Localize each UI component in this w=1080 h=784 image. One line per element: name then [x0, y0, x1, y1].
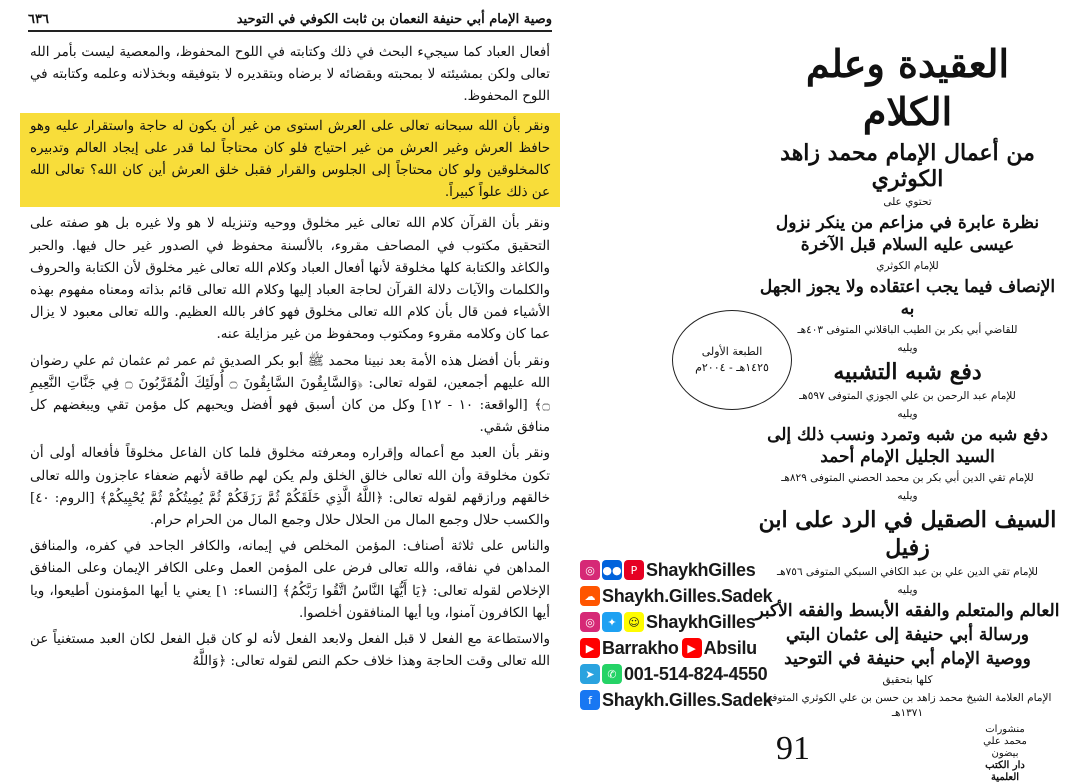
- social-row[interactable]: [580, 610, 770, 634]
- publisher-line: منشورات: [985, 724, 1025, 735]
- book-main-title: العقيدة وعلم الكلام: [805, 41, 1010, 134]
- telegram-icon[interactable]: ➤: [580, 664, 600, 684]
- work-title: نظرة عابرة في مزاعم من ينكر نزول عيسى عليه السلام قبل الآخرة: [775, 213, 1040, 255]
- work-author: للقاضي أبي بكر بن الطيب الباقلاني المتوفى ٤٠٣هـ: [797, 324, 1018, 336]
- pinterest-icon[interactable]: P: [624, 560, 644, 580]
- edition-label: الطبعة الأولى: [701, 345, 763, 358]
- work-intro: كلها بتحقيق: [882, 674, 933, 686]
- social-row[interactable]: [580, 584, 773, 608]
- work-intro: ويليه: [897, 584, 918, 596]
- work-title: العالم والمتعلم والفقه الأبسط والفقه الأكبر: [755, 601, 1060, 621]
- works-list: [755, 195, 1060, 721]
- work-title: الإنصاف فيما يجب اعتقاده ولا يجوز الجهل به: [759, 277, 1056, 319]
- social-row[interactable]: [580, 688, 773, 712]
- soundcloud-icon[interactable]: ☁: [580, 586, 600, 606]
- social-links: [580, 558, 773, 714]
- work-author: للإمام تقي الدين أبي بكر بن محمد الحصني المتوفى ٨٢٩هـ: [781, 472, 1034, 484]
- paragraph: ونقر بأن العبد مع أعماله وإقراره ومعرفته مخلوق فلما كان الفاعل مخلوقاً فأفعاله أولى أن تكون مخلوقة وأن الله تعالى خالق الخلق ولم يكن لهم طاقة لأنهم ضعفاء عاجزون والله تعالى خالقهم ورازقهم لقوله تعالى: ﴿اللَّهُ الَّذِي خَلَقَكُمْ ثُمَّ رَزَقَكُمْ ثُمَّ يُمِيتُكُمْ ثُمَّ يُحْيِيكُمْ﴾ [الروم: ٤٠] والكسب حلال وجمع المال من الحلال حلال وجمع المال من الحرام حرام.: [30, 446, 550, 529]
- edition-circle: [672, 310, 792, 410]
- work-title: ووصية الإمام أبي حنيفة في التوحيد: [784, 649, 1031, 669]
- page-number: 91: [776, 730, 810, 767]
- social-handle[interactable]: Absilu: [703, 637, 757, 658]
- social-row[interactable]: [580, 662, 770, 686]
- paragraph: ونقر بأن القرآن كلام الله تعالى غير مخلوق ووحيه وتنزيله لا هو ولا غيره بل هو صفته على التحقيق مكتوب في المصاحف مقروء، بالألسنة محفوظ في الصدور غير حال فيها. والحبر والكاغد والكتابة كلها مخلوقة لأنها أفعال العباد وكلام الله تعالى غير مخلوق لأن الكتابة والحروف والكلمات والآيات دلالة القرآن لحاجة العباد إليها وكلام الله تعالى قائم بذاته ومعناه مفهوم بهذه الأشياء فمن قال بأن كلام الله تعالى مخلوق فهو كافر بالله العظيم. والله تعالى معبود لا يزال عما كان وكلامه مقروء ومكتوب ومحفوظ من غير مزايلة عنه.: [30, 216, 550, 343]
- twitter-icon[interactable]: ✦: [602, 612, 622, 632]
- flickr-icon[interactable]: ●●: [602, 560, 622, 580]
- book-cover-title-block: [755, 40, 1060, 721]
- social-row[interactable]: [580, 636, 770, 660]
- left-page: [20, 12, 560, 757]
- social-handle[interactable]: Shaykh.Gilles.Sadek: [602, 585, 773, 606]
- instagram-icon[interactable]: ◎: [580, 612, 600, 632]
- work-title: دفع شبه من شبه وتمرد ونسب ذلك إلى السيد الجليل الإمام أحمد: [767, 425, 1048, 467]
- youtube-icon[interactable]: ▶: [580, 638, 600, 658]
- work-title: السيف الصقيل في الرد على ابن زفيل: [758, 507, 1057, 561]
- work-author: للإمام الكوثري: [876, 260, 939, 272]
- work-title: دفع شبه التشبيه: [833, 359, 982, 385]
- edition-date: ١٤٢٥هـ - ٢٠٠٤م: [695, 361, 769, 374]
- book-subtitle: من أعمال الإمام محمد زاهد الكوثري: [780, 140, 1035, 192]
- right-page: [580, 10, 1070, 783]
- header-page-number: ٦٣٦: [28, 12, 49, 27]
- facebook-icon[interactable]: f: [580, 690, 600, 710]
- social-row[interactable]: [580, 558, 770, 582]
- work-author: للإمام عبد الرحمن بن علي الجوزي المتوفى ٥٩٧هـ: [799, 390, 1016, 402]
- work-title: ورسالة أبي حنيفة إلى عثمان البتي: [785, 625, 1029, 645]
- header-title: وصية الإمام أبي حنيفة النعمان بن ثابت الكوفي في التوحيد: [236, 12, 552, 27]
- work-intro: ويليه: [897, 342, 918, 354]
- youtube-icon[interactable]: ▶: [682, 638, 702, 658]
- social-handle[interactable]: ShaykhGilles: [646, 611, 756, 632]
- paragraph: ونقر بأن أفضل هذه الأمة بعد نبينا محمد ﷺ أبو بكر الصديق ثم عمر ثم عثمان ثم علي رضوان الله عليهم أجمعين، لقوله تعالى: ﴿وَالسَّابِقُونَ السَّابِقُونَ ۝ أُولَئِكَ الْمُقَرَّبُونَ ۝ فِي جَنَّاتِ النَّعِيمِ ۝﴾ [الواقعة: ١٠ - ١٢] وكل من كان أسبق فهو أفضل ويحبهم كل مؤمن تقي ويبغضهم كل منافق شقي.: [30, 353, 551, 436]
- paragraph: والناس على ثلاثة أصناف: المؤمن المخلص في إيمانه، والكافر الجاحد في كفره، والمنافق المداهن في نفاقه، والله تعالى فرض على المؤمن العمل وعلى الكافر الإيمان وعلى المنافق الإخلاص لقوله تعالى: ﴿يَا أَيُّهَا النَّاسُ اتَّقُوا رَبَّكُمُ﴾ [النساء: ١] يعني يا أيها المؤمنون أطيعوا، ويا أيها الكافرون آمنوا، ويا أيها المنافقون أخلصوا.: [30, 539, 550, 621]
- highlighted-paragraph: ونقر بأن الله سبحانه تعالى على العرش استوى من غير أن يكون له حاجة واستقرار عليه وهو حافظ العرش وغير العرش من غير احتياج فلو كان محتاجاً لما قدر على إيجاد العالم وتدبيره كالمخلوقين ولو كان محتاجاً إلى الجلوس والقرار فقبل خلق العرش أين كان الله؟ تعالى الله عن ذلك علواً كبيراً.: [20, 113, 560, 208]
- publisher-line: دار الكتب العلمية: [985, 760, 1025, 783]
- whatsapp-icon[interactable]: ✆: [602, 664, 622, 684]
- work-intro: ويليه: [897, 408, 918, 420]
- work-author: الإمام العلامة الشيخ محمد زاهد بن حسن بن علي الكوثري المتوفى ١٣٧١هـ: [763, 692, 1052, 719]
- work-author: للإمام تقي الدين علي بن عبد الكافي السبكي المتوفى ٧٥٦هـ: [777, 566, 1038, 578]
- page-header: [28, 12, 552, 32]
- social-handle[interactable]: ShaykhGilles: [646, 559, 756, 580]
- social-handle[interactable]: Barrakho: [602, 637, 679, 658]
- social-handle[interactable]: Shaykh.Gilles.Sadek: [602, 689, 773, 710]
- paragraph: والاستطاعة مع الفعل لا قبل الفعل ولابعد الفعل لأنه لو كان قبل الفعل لكان العبد مستغنياً عن الله تعالى وقت الحاجة وهذا خلاف حكم النص لقوله تعالى: ﴿وَاللَّهُ: [30, 632, 550, 670]
- paragraph: أفعال العباد كما سيجيء البحث في ذلك وكتابته في اللوح المحفوظ، والمعصية ليست بأمر الله تعالى ولكن بمشيئته لا بمحبته وبقضائه لا برضاه وبتقديره لا بتوفيقه وبخذلانه وعلمه وكتابته في اللوح المحفوظ.: [30, 45, 550, 105]
- work-intro: ويليه: [897, 490, 918, 502]
- snapchat-icon[interactable]: ☺: [624, 612, 644, 632]
- publisher-logo: [970, 724, 1040, 784]
- work-intro: تحتوي على: [883, 196, 932, 208]
- instagram-icon[interactable]: ◎: [580, 560, 600, 580]
- social-handle[interactable]: 001-514-824-4550: [624, 663, 768, 684]
- publisher-line: محمد علي بيضون: [983, 736, 1027, 759]
